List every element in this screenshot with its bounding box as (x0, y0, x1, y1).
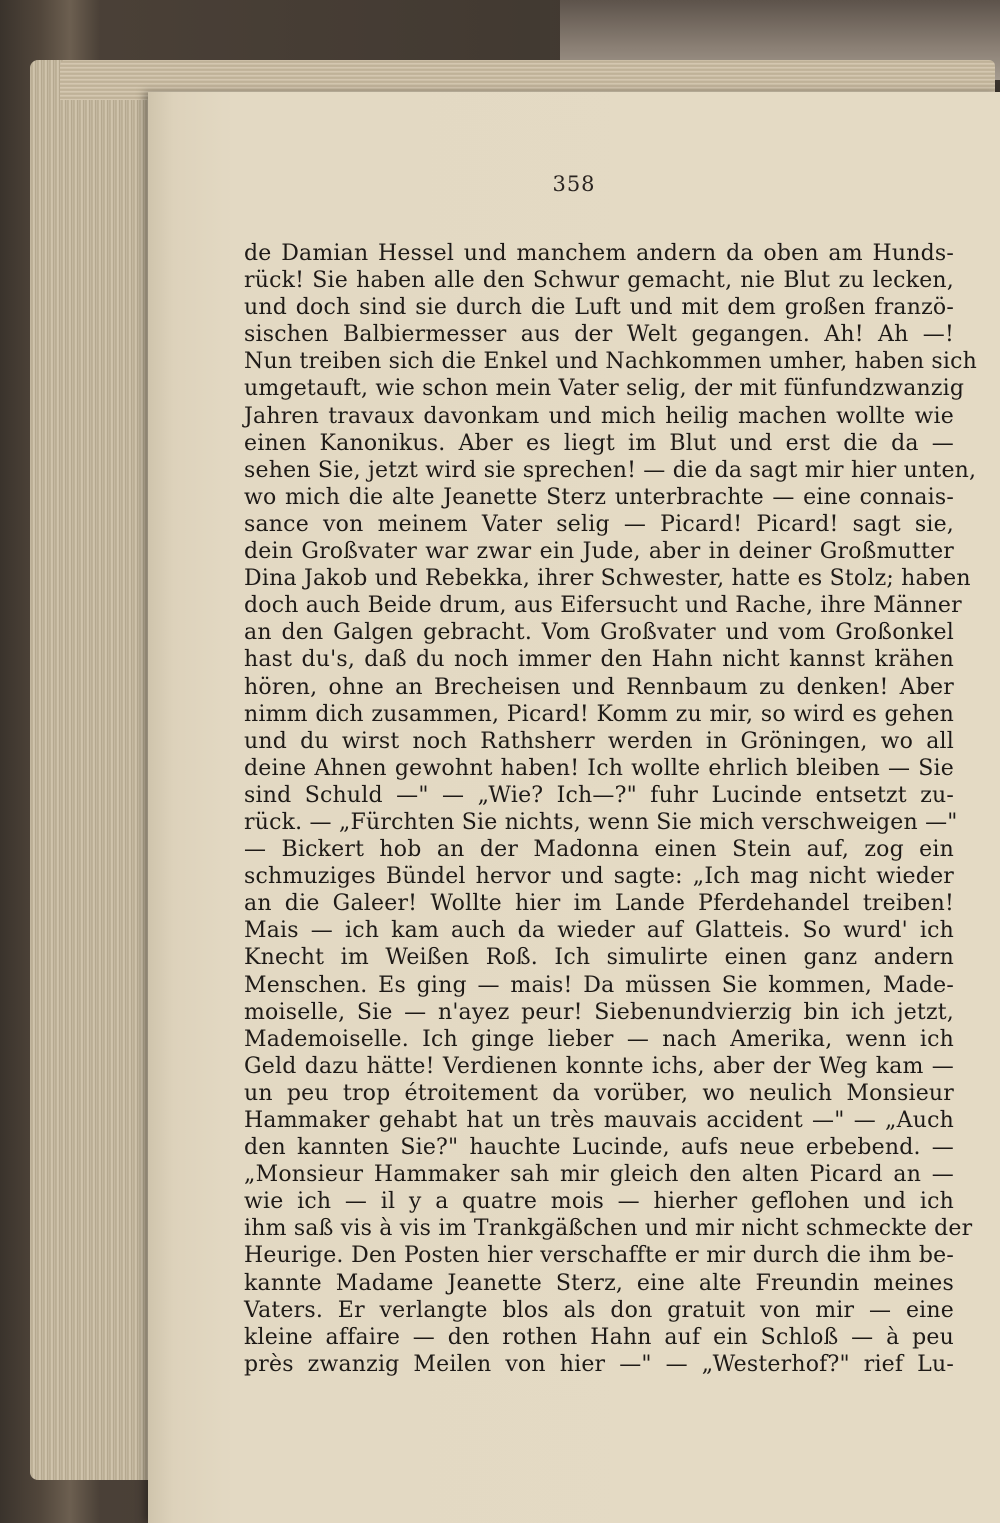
text-line: nimm dich zusammen, Picard! Komm zu mir, so wird es gehen (244, 701, 954, 727)
text-line: den kannten Sie?" hauchte Lucinde, aufs neue erbebend. — (244, 1135, 954, 1161)
text-line: „Monsieur Hammaker sah mir gleich den alten Picard an — (244, 1162, 954, 1188)
text-line: deine Ahnen gewohnt haben! Ich wollte ehrlich bleiben — Sie (244, 755, 954, 781)
text-line: kannte Madame Jeanette Sterz, eine alte Freundin meines (244, 1270, 954, 1296)
page-text (244, 240, 978, 1378)
text-line: Nun treiben sich die Enkel und Nachkommen umher, haben sich (244, 349, 978, 375)
text-line: und doch sind sie durch die Luft und mit dem großen franzö- (244, 295, 954, 321)
text-line: dein Großvater war zwar ein Jude, aber in deiner Großmutter (244, 539, 954, 565)
text-line: an den Galgen gebracht. Vom Großvater und vom Großonkel (244, 620, 954, 646)
text-line: Vaters. Er verlangte blos als don gratuit von mir — eine (244, 1297, 954, 1323)
text-line: wo mich die alte Jeanette Sterz unterbrachte — eine connais- (244, 484, 954, 510)
text-line: Jahren travaux davonkam und mich heilig machen wollte wie (244, 403, 954, 429)
text-line: wie ich — il y a quatre mois — hierher geflohen und ich (244, 1189, 954, 1215)
text-line: Dina Jakob und Rebekka, ihrer Schwester, hatte es Stolz; haben (244, 566, 971, 592)
text-line: umgetauft, wie schon mein Vater selig, der mit fünfundzwanzig (244, 376, 965, 402)
text-line: sind Schuld —" — „Wie? Ich—?" fuhr Lucinde entsetzt zu- (244, 782, 954, 808)
text-line: Geld dazu hätte! Verdienen konnte ichs, aber der Weg kam — (244, 1053, 954, 1079)
text-line: sehen Sie, jetzt wird sie sprechen! — die da sagt mir hier unten, (244, 457, 977, 483)
text-line: sischen Balbiermesser aus der Welt gegangen. Ah! Ah —! (244, 322, 954, 348)
text-line: hören, ohne an Brecheisen und Rennbaum zu denken! Aber (244, 674, 954, 700)
text-line: un peu trop étroitement da vorüber, wo neulich Monsieur (244, 1080, 954, 1106)
text-line: schmuziges Bündel hervor und sagte: „Ich mag nicht wieder (244, 864, 954, 890)
text-line: Heurige. Den Posten hier verschaffte er mir durch die ihm be- (244, 1243, 954, 1269)
text-line: de Damian Hessel und manchem andern da oben am Hunds- (244, 241, 954, 266)
text-line: Hammaker gehabt hat un très mauvais accident —" — „Auch (244, 1108, 954, 1133)
text-line: Mademoiselle. Ich ginge lieber — nach Amerika, wenn ich (244, 1026, 954, 1052)
text-line: rück! Sie haben alle den Schwur gemacht, nie Blut zu lecken, (244, 268, 954, 294)
page-number: 358 (552, 172, 596, 196)
text-line: und du wirst noch Rathsherr werden in Gröningen, wo all (244, 728, 954, 754)
text-line: einen Kanonikus. Aber es liegt im Blut und erst die da — (244, 430, 954, 456)
text-line: — Bickert hob an der Madonna einen Stein auf, zog ein (244, 837, 954, 863)
text-line: Mais — ich kam auch da wieder auf Glatteis. So wurd' ich (244, 918, 954, 944)
text-line: ihm saß vis à vis im Trankgäßchen und mir nicht schmeckte der (244, 1216, 973, 1242)
text-line: kleine affaire — den rothen Hahn auf ein Schloß — à peu (244, 1324, 954, 1350)
text-line: Menschen. Es ging — mais! Da müssen Sie kommen, Made- (244, 972, 954, 998)
text-line: près zwanzig Meilen von hier —" — „Westerhof?" rief Lu- (244, 1351, 954, 1377)
text-line: sance von meinem Vater selig — Picard! Picard! sagt sie, (244, 511, 954, 537)
text-line: an die Galeer! Wollte hier im Lande Pferdehandel treiben! (244, 891, 954, 917)
text-line: hast du's, daß du noch immer den Hahn nicht kannst krähen (244, 647, 954, 673)
book-page (148, 92, 1000, 1523)
text-line: Knecht im Weißen Roß. Ich simulirte einen ganz andern (244, 945, 954, 971)
text-line: rück. — „Fürchten Sie nichts, wenn Sie mich verschweigen —" (244, 809, 958, 835)
text-line: doch auch Beide drum, aus Eifersucht und Rache, ihre Männer (244, 593, 962, 619)
text-line: moiselle, Sie — n'ayez peur! Siebenundvierzig bin ich jetzt, (244, 999, 954, 1025)
